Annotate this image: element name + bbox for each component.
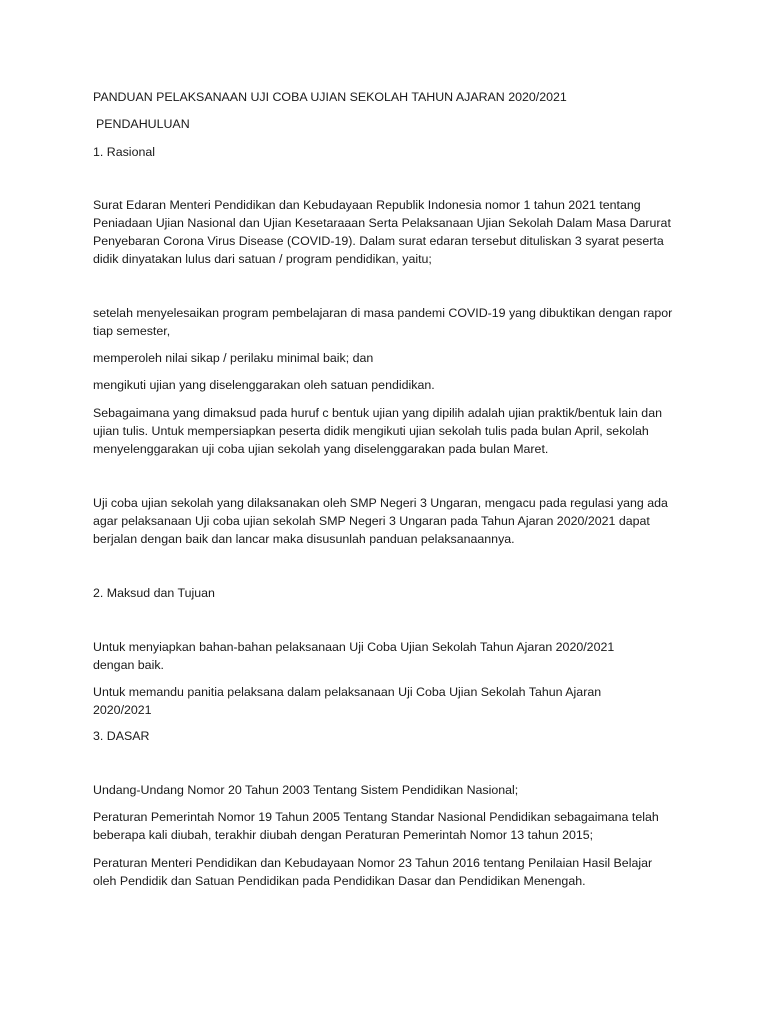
section-heading-dasar: 3. DASAR: [93, 729, 150, 743]
intro-heading: PENDAHULUAN: [96, 117, 190, 131]
rasional-list-item: mengikuti ujian yang diselenggarakan oleh satuan pendidikan.: [93, 378, 435, 392]
rasional-list-item: memperoleh nilai sikap / perilaku minimal baik; dan: [93, 351, 374, 365]
dasar-item: Peraturan Pemerintah Nomor 19 Tahun 2005 Tentang Standar Nasional Pendidikan sebagaimana telah beberapa kali diubah, terakhir diubah dengan Peraturan Pemerintah Nomor 13 tahun 2015;: [93, 810, 659, 842]
maksud-item: Untuk memandu panitia pelaksana dalam pelaksanaan Uji Coba Ujian Sekolah Tahun Ajaran 2020/2021: [93, 685, 602, 717]
rasional-list-item: setelah menyelesaikan program pembelajaran di masa pandemi COVID-19 yang dibuktikan dengan rapor tiap semester,: [93, 306, 673, 338]
rasional-paragraph-1: Surat Edaran Menteri Pendidikan dan Kebudayaan Republik Indonesia nomor 1 tahun 2021 tentang Peniadaan Ujian Nasional dan Ujian Kesetaraaan Serta Pelaksanaan Ujian Sekolah Dalam Masa Darurat Penyebaran Corona Virus Disease (COVID-19). Dalam surat edaran tersebut dituliskan 3 syarat peserta didik dinyatakan lulus dari satuan / program pendidikan, yaitu;: [93, 198, 671, 266]
rasional-paragraph-2: Sebagaimana yang dimaksud pada huruf c bentuk ujian yang dipilih adalah ujian praktik/bentuk lain dan ujian tulis. Untuk mempersiapkan peserta didik mengikuti ujian sekolah tulis pada bulan April, sekolah menyelenggarakan uji coba ujian sekolah yang diselenggarakan pada bulan Maret.: [93, 406, 662, 456]
dasar-item: Undang-Undang Nomor 20 Tahun 2003 Tentang Sistem Pendidikan Nasional;: [93, 783, 519, 797]
section-heading-maksud: 2. Maksud dan Tujuan: [93, 586, 215, 600]
section-heading-rasional: 1. Rasional: [93, 145, 155, 159]
dasar-item: Peraturan Menteri Pendidikan dan Kebudayaan Nomor 23 Tahun 2016 tentang Penilaian Hasil Belajar oleh Pendidik dan Satuan Pendidikan pada Pendidikan Dasar dan Pendidikan Menengah.: [93, 856, 653, 888]
maksud-item: Untuk menyiapkan bahan-bahan pelaksanaan Uji Coba Ujian Sekolah Tahun Ajaran 2020/2021 dengan baik.: [93, 640, 615, 672]
rasional-paragraph-3: Uji coba ujian sekolah yang dilaksanakan oleh SMP Negeri 3 Ungaran, mengacu pada regulasi yang ada agar pelaksanaan Uji coba ujian sekolah SMP Negeri 3 Ungaran pada Tahun Ajaran 2020/2021 dapat berjalan dengan baik dan lancar maka disusunlah panduan pelaksanaannya.: [93, 496, 668, 546]
document-title: PANDUAN PELAKSANAAN UJI COBA UJIAN SEKOLAH TAHUN AJARAN 2020/2021: [93, 90, 567, 104]
